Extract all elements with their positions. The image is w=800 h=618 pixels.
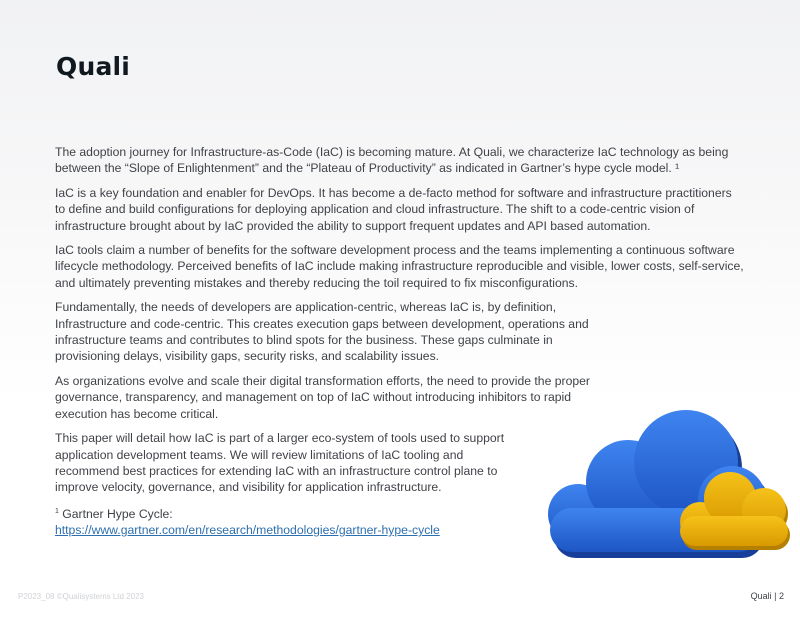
- quali-logo: [56, 52, 130, 81]
- paragraph-governance: As organizations evolve and scale their digital transformation efforts, the need to provide the proper governance, transparency, and management on top of IaC without introducing inhibitors to rapid execution has become critical.: [55, 373, 590, 421]
- logo-text: Quali: [56, 52, 131, 81]
- clouds-illustration: [540, 410, 800, 580]
- paragraph-devops: IaC is a key foundation and enabler for DevOps. It has become a de-facto method for software and infrastructure practitioners to define and build configurations for deploying application and cloud infrastructure. The shift to a code-centric vision of infrastructure brought about by IaC provided the ability to support frequent updates and API based automation.: [55, 185, 732, 233]
- footnote-text: Gartner Hype Cycle:: [62, 506, 173, 521]
- paragraph-gaps: Fundamentally, the needs of developers are application-centric, whereas IaC is, by definition, Infrastructure and code-centric. This creates execution gaps between development, operations and infrastructure teams and contributes to blind spots for the business. These gaps culminate in provisioning delays, visibility gaps, security risks, and scalability issues.: [55, 300, 589, 364]
- footnote-marker: 1: [55, 507, 59, 515]
- paragraph-intro: The adoption journey for Infrastructure-as-Code (IaC) is becoming mature. At Quali, we characterize IaC technology as being between the “Slope of Enlightenment” and the “Plateau of Productivity” as indicated in Gartner’s hype cycle model. ¹: [55, 145, 729, 176]
- gartner-link[interactable]: https://www.gartner.com/en/research/methodologies/gartner-hype-cycle: [55, 523, 440, 538]
- footer-copyright: P2023_08 ©Qualisystems Ltd 2023: [18, 592, 144, 601]
- paragraph-scope: This paper will detail how IaC is part of a larger eco-system of tools used to support application development teams. We will review limitations of IaC tooling and recommend best practices for extending IaC with an infrastructure control plane to improve velocity, governance, and visibility for application infrastructure.: [55, 431, 505, 495]
- footer-page-number: Quali | 2: [750, 591, 784, 601]
- paragraph-benefits: IaC tools claim a number of benefits for the software development process and the teams implementing a continuous software lifecycle methodology. Perceived benefits of IaC include making infrastructure reproducible and visible, lower costs, self-service, and ultimately preventing mistakes and thereby reducing the toil required to fix misconfigurations.: [55, 243, 744, 290]
